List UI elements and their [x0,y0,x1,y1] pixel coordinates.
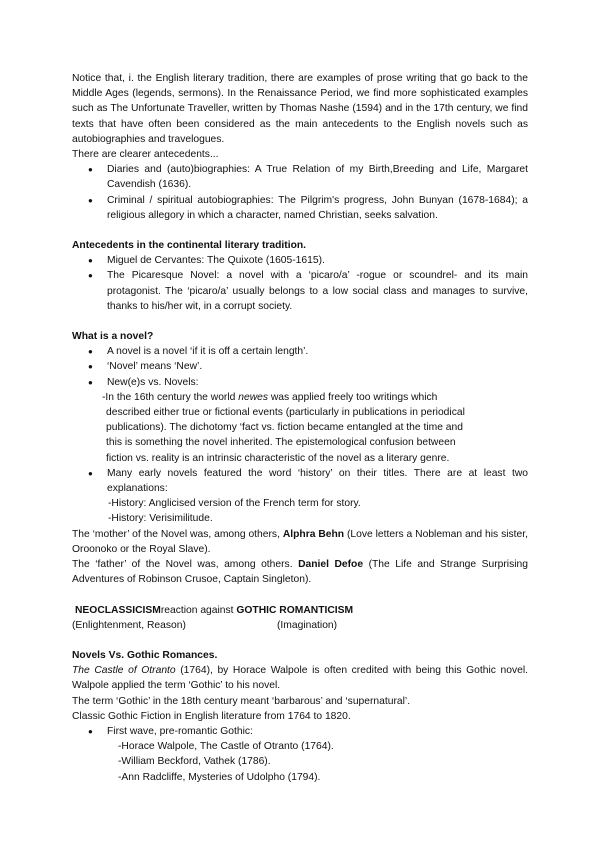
list-item: ● The Picaresque Novel: a novel with a ‘picaro/a’ -rogue or scoundrel- and its main protagonist. The ‘picaro/a’ usually belongs to a low social class and manages to survive, thanks to his/her wit, in a corrupt society. [72,268,528,314]
novel-father [72,557,528,587]
wave-item: -Horace Walpole, The Castle of Otranto (1764). [118,741,334,753]
list-item: ● First wave, pre-romantic Gothic: [72,724,528,739]
history-bullet-list [72,466,528,496]
father-text: (The Life and Strange Surprising Adventures of Robinson Crusoe, Captain Singleton). [72,559,528,586]
list-item: ● Many early novels featured the word ‘history’ on their titles. There are at least two explanations: [72,466,528,496]
father-text: The ‘father’ of the Novel was, among others. [72,559,299,571]
father-name: Daniel Defoe [298,559,364,571]
list-item: ● ‘Novel’ means ‘New’. [72,359,528,374]
list-item: ● A novel is a novel ‘if it is off a certain length’. [72,344,528,359]
continental-bullet-list [72,253,528,314]
mother-text: (Love letters a Nobleman and his sister, Oroonoko or the Royal Slave). [72,528,528,555]
novel-heading: What is a novel? [72,331,154,343]
history-item: -History: Anglicised version of the French term for story. [108,498,361,510]
imagination-note: (Imagination) [277,619,338,631]
otranto-paragraph [72,663,528,693]
continental-heading: Antecedents in the continental literary tradition. [72,240,307,252]
gothic-term: The term ‘Gothic’ in the 18th century meant ‘barbarous’ and ‘supernatural’. [72,695,411,707]
list-item: ● Miguel de Cervantes: The Quixote (1605-1615). [72,253,528,268]
enlightenment-note: (Enlightenment, Reason) [72,619,186,631]
classic-gothic: Classic Gothic Fiction in English literature from 1764 to 1820. [72,710,351,722]
newes-word: newes [238,391,268,403]
reaction-text: reaction against [160,604,237,616]
mother-text: The ‘mother’ of the Novel was, among others, [72,528,283,540]
otranto-text: (1764), by Horace Walpole is often credited with being this Gothic novel. Walpole applied the term ‘Gothic’ to his novel. [72,665,528,692]
spacer [72,588,528,603]
list-item: ● New(e)s vs. Novels: [72,375,528,390]
neoclassicism-subline [72,618,528,633]
novel-bullet-list [72,344,528,390]
otranto-title: The Castle of Otranto [72,665,176,677]
mother-name: Alphra Behn [282,528,345,540]
gothic-bullet-list [72,724,528,739]
history-item: -History: Verisimilitude. [108,513,213,525]
newes-text: was applied freely too writings which [268,391,438,403]
gothic-romanticism-label: GOTHIC ROMANTICISM [236,604,354,616]
list-item: ● Criminal / spiritual autobiographies: The Pilgrim's progress, John Bunyan (1678-1684); a religious allegory in which a character, named Christian, seeks salvation. [72,193,528,223]
newes-line: described either true or fictional events (particularly in publications in periodical [106,407,465,419]
list-item: ● Diaries and (auto)biographies: A True Relation of my Birth,Breeding and Life, Margaret Cavendish (1636). [72,162,528,192]
newes-first-line [72,390,528,405]
neoclassicism-line [72,603,528,618]
neoclassicism-label: NEOCLASSICISM [75,604,161,616]
gothic-heading: Novels Vs. Gothic Romances. [72,649,218,661]
intro-paragraph: Notice that, i. the English literary tradition, there are examples of prose writing that go back to the Middle Ages (legends, sermons). In the Renaissance Period, we find more sophisticated examples such as The Unfortunate Traveller, written by Thomas Nashe (1594) and in the 17th century, we find texts that have often been considered as the main antecedents to the English novels such as autobiographies and travelogues. [72,73,528,145]
wave-item: -Ann Radcliffe, Mysteries of Udolpho (1794). [118,771,321,783]
newes-line: fiction vs. reality is an intrinsic characteristic of the novel as a literary genre. [106,452,450,464]
novel-mother [72,527,528,557]
newes-line: publications). The dichotomy ‘fact vs. fiction became entangled at the time and [106,422,463,434]
newes-text: -In the 16th century the world [102,391,239,403]
page-content [72,71,528,785]
intro-bullet-list [72,162,528,223]
wave-item: -William Beckford, Vathek (1786). [118,756,271,768]
clearer-antecedents: There are clearer antecedents... [72,149,219,161]
newes-line: this is something the novel inherited. The epistemological confusion between [106,437,456,449]
